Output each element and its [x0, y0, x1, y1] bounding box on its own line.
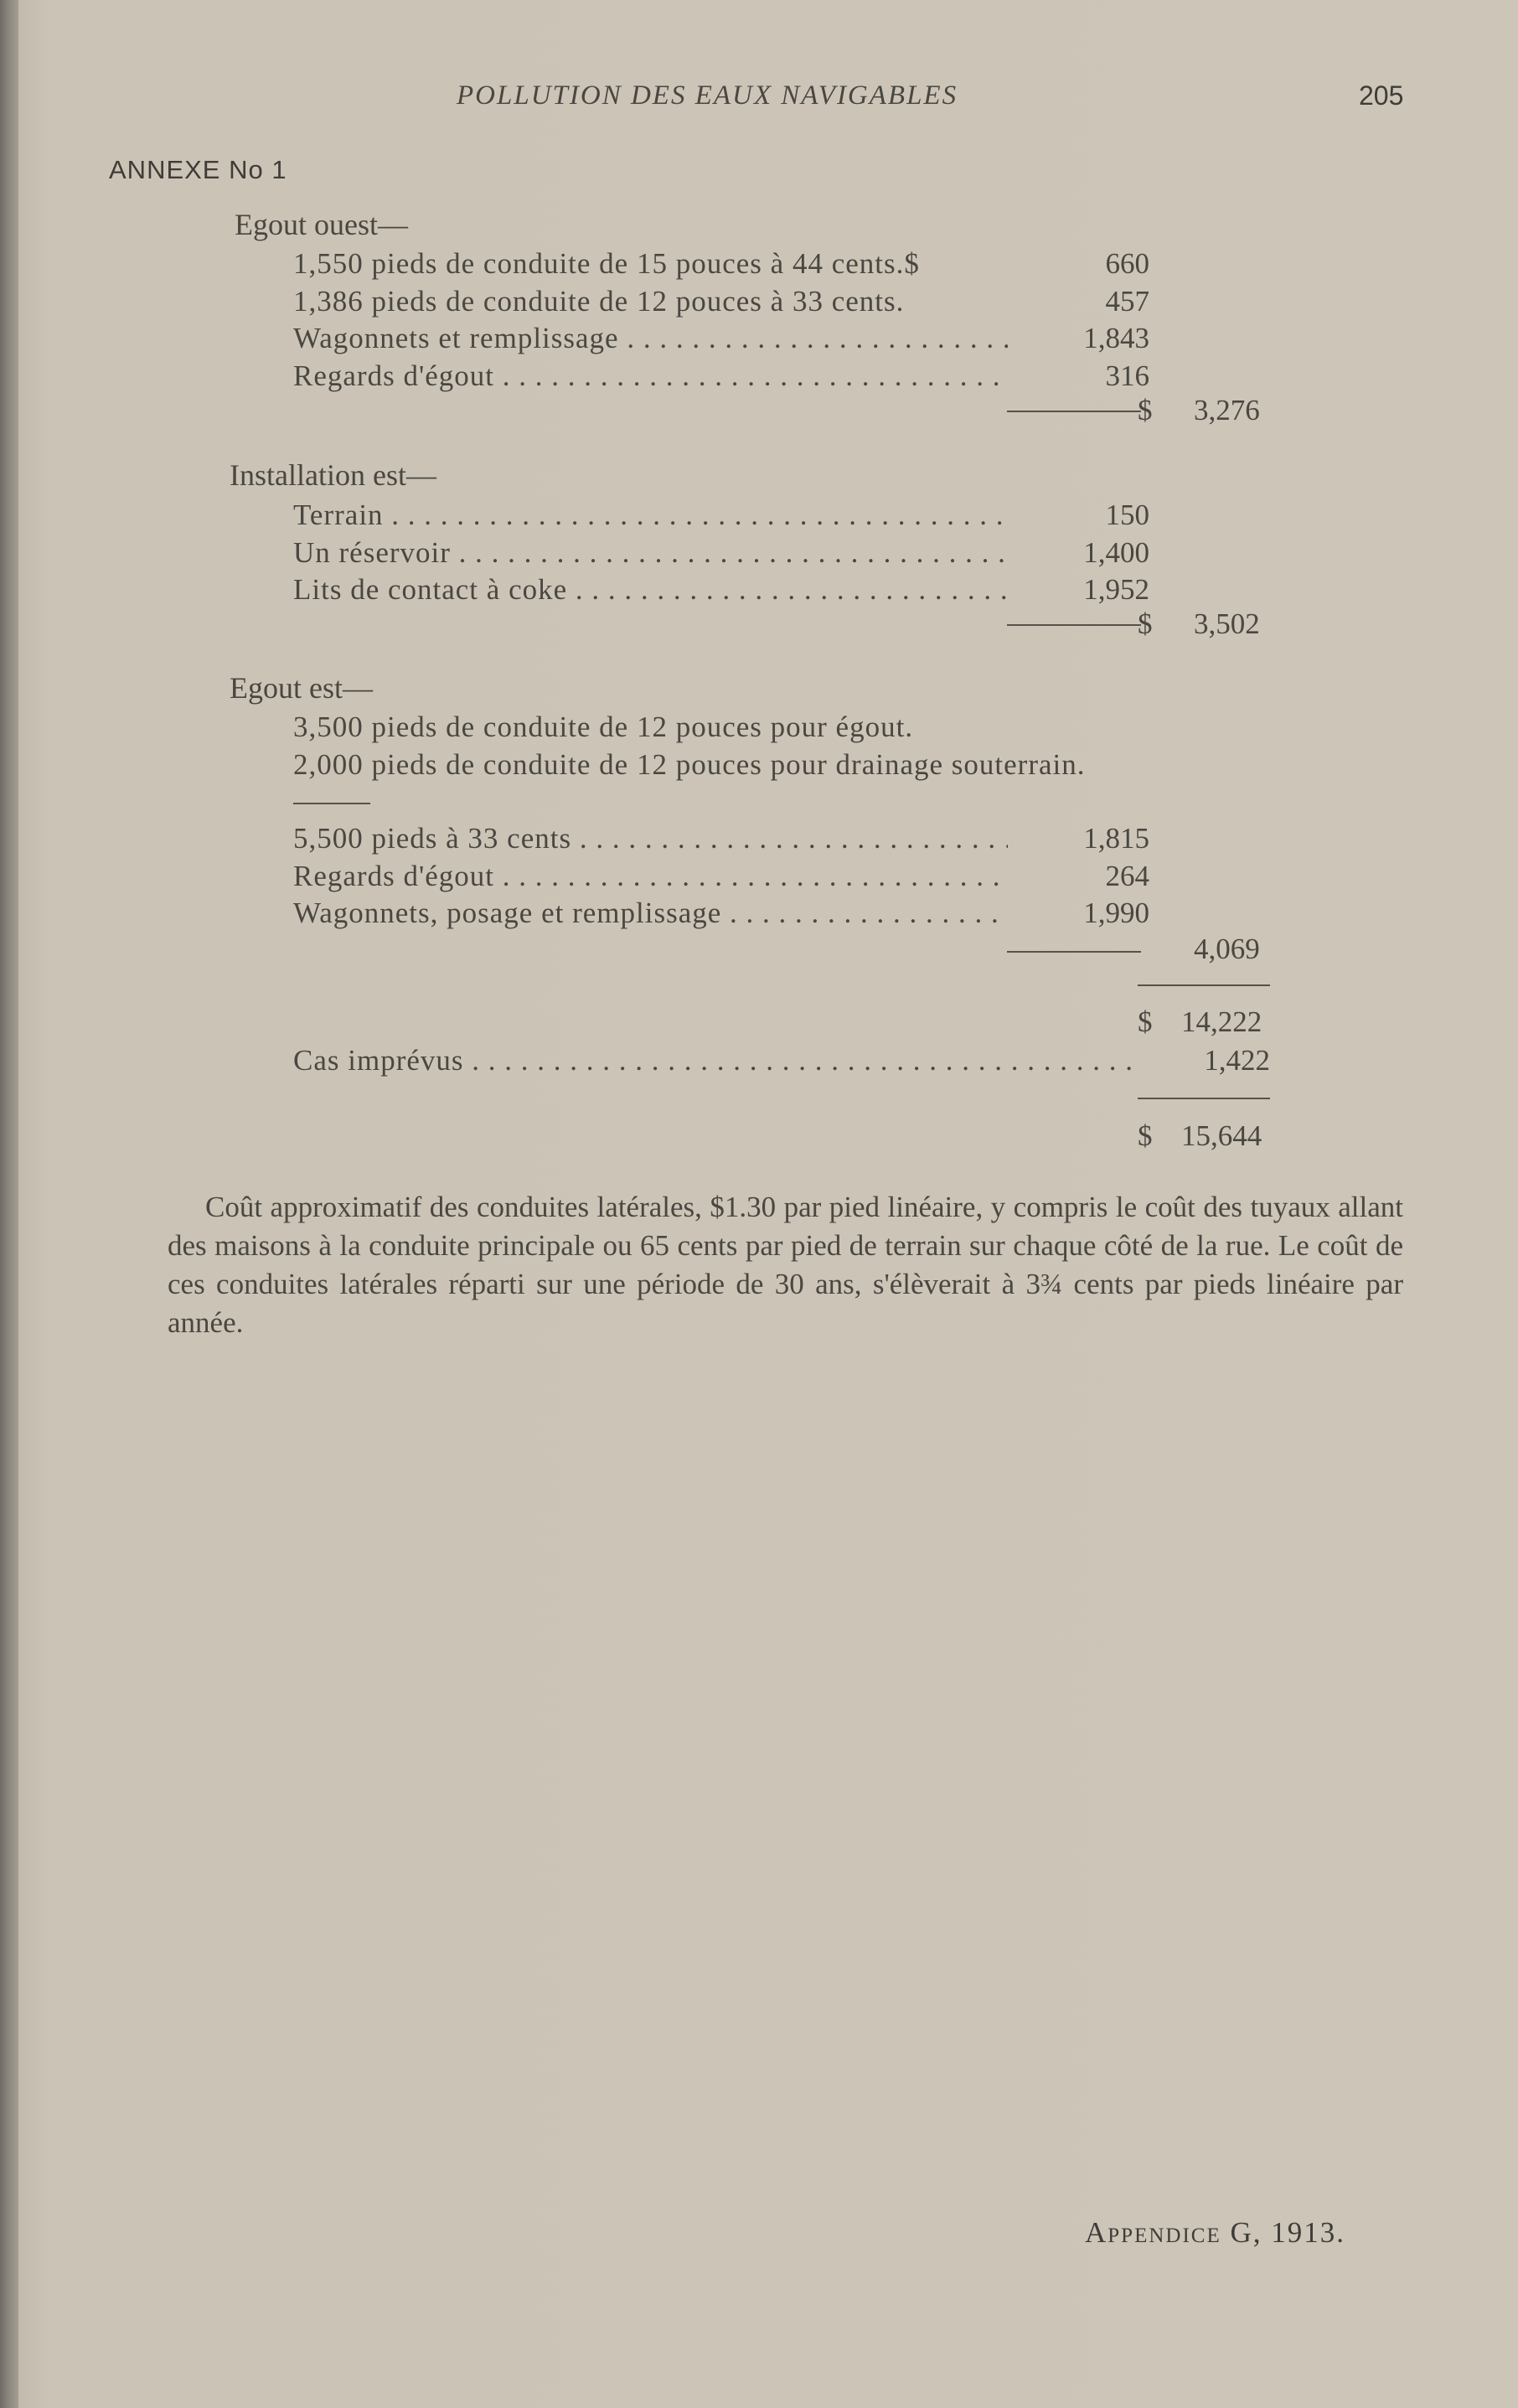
cost-row [293, 536, 1149, 575]
description-line: 3,500 pieds de conduite de 12 pouces pour égout. [293, 711, 914, 743]
total-rule [1138, 984, 1270, 986]
cost-row-label: 1,386 pieds de conduite de 12 pouces à 33 cents. [293, 285, 905, 318]
grand-total-rule [1138, 1098, 1270, 1099]
cost-row-amount: 457 [1105, 285, 1149, 318]
cost-row [293, 860, 1149, 898]
cost-row [293, 247, 1149, 286]
cost-row-label: Un réservoir . . . [293, 536, 1008, 570]
cost-row-label: Wagonnets, posage et remplissage . . . [293, 897, 1008, 930]
cost-row-label: Regards d'égout . . . [293, 359, 1008, 393]
cost-row [293, 499, 1149, 537]
cost-row-amount: 1,400 [1083, 536, 1149, 569]
grand-total-currency: $ [1138, 1119, 1153, 1152]
cost-row-label: Regards d'égout . . . [293, 860, 1008, 893]
page-number: 205 [1359, 80, 1404, 111]
contingency-label: Cas imprévus . . . [293, 1044, 1139, 1077]
subtotal-rule [1007, 951, 1141, 953]
subtotal-rule [1007, 411, 1141, 412]
cost-row [293, 573, 1149, 612]
cost-row-label: Wagonnets et remplissage . . . [293, 322, 1008, 355]
subtotal-amount: 3,276 [1194, 394, 1260, 426]
description-line: 2,000 pieds de conduite de 12 pouces pour drainage souterrain. [293, 748, 1086, 781]
note-paragraph-text: Coût approximatif des conduites latérales, $1.30 par pied linéaire, y compris le coût des tuyaux allant des maisons à la conduite principale ou 65 cents par pied de terrain sur chaque côté de la rue. Le coût de ces conduites latérales réparti sur une période de 30 ans, s'élèverait à 3¾ cents par pieds linéaire par année. [168, 1191, 1403, 1339]
cost-row-label: Lits de contact à coke . . . [293, 573, 1008, 607]
subtotal-amount: 4,069 [1194, 933, 1260, 965]
sum-currency: $ [1138, 1005, 1153, 1038]
cost-row-amount: 1,990 [1083, 897, 1149, 929]
cost-row [293, 359, 1149, 398]
cost-row [293, 822, 1149, 860]
short-rule [293, 803, 370, 804]
cost-row-amount: 264 [1105, 860, 1149, 892]
section-title-installation-est: Installation est— [230, 458, 436, 492]
contingency-amount: 1,422 [1204, 1044, 1270, 1077]
subtotal-currency: $ [1138, 607, 1153, 640]
cost-row-label: 5,500 pieds à 33 cents . . . [293, 822, 1008, 855]
page-binding-edge [0, 0, 18, 2408]
cost-row [293, 322, 1149, 360]
cost-row-label: Terrain . . . [293, 499, 1008, 532]
cost-row-amount: 660 [1105, 247, 1149, 280]
cost-row [293, 285, 1149, 323]
cost-row-amount: 150 [1105, 499, 1149, 531]
cost-row-amount: 1,952 [1083, 573, 1149, 606]
cost-row-amount: 1,843 [1083, 322, 1149, 354]
cost-row-amount: 1,815 [1083, 822, 1149, 855]
note-paragraph [168, 1188, 1403, 1342]
section-title-egout-est: Egout est— [230, 671, 373, 705]
annex-title: ANNEXE No 1 [109, 155, 287, 184]
subtotal-rule [1007, 624, 1141, 626]
footer-appendix: Appendice G, 1913. [1085, 2216, 1346, 2249]
section-title-egout-ouest: Egout ouest— [235, 208, 408, 241]
cost-row-label: 1,550 pieds de conduite de 15 pouces à 44 cents.$ [293, 247, 920, 280]
sum-amount: 14,222 [1181, 1005, 1262, 1038]
grand-total-amount: 15,644 [1181, 1119, 1262, 1152]
subtotal-currency: $ [1138, 394, 1153, 426]
contingency-row [293, 1044, 1270, 1083]
cost-row [293, 897, 1149, 935]
running-title: POLLUTION DES EAUX NAVIGABLES [457, 80, 958, 111]
cost-row-amount: 316 [1105, 359, 1149, 392]
subtotal-amount: 3,502 [1194, 607, 1260, 640]
